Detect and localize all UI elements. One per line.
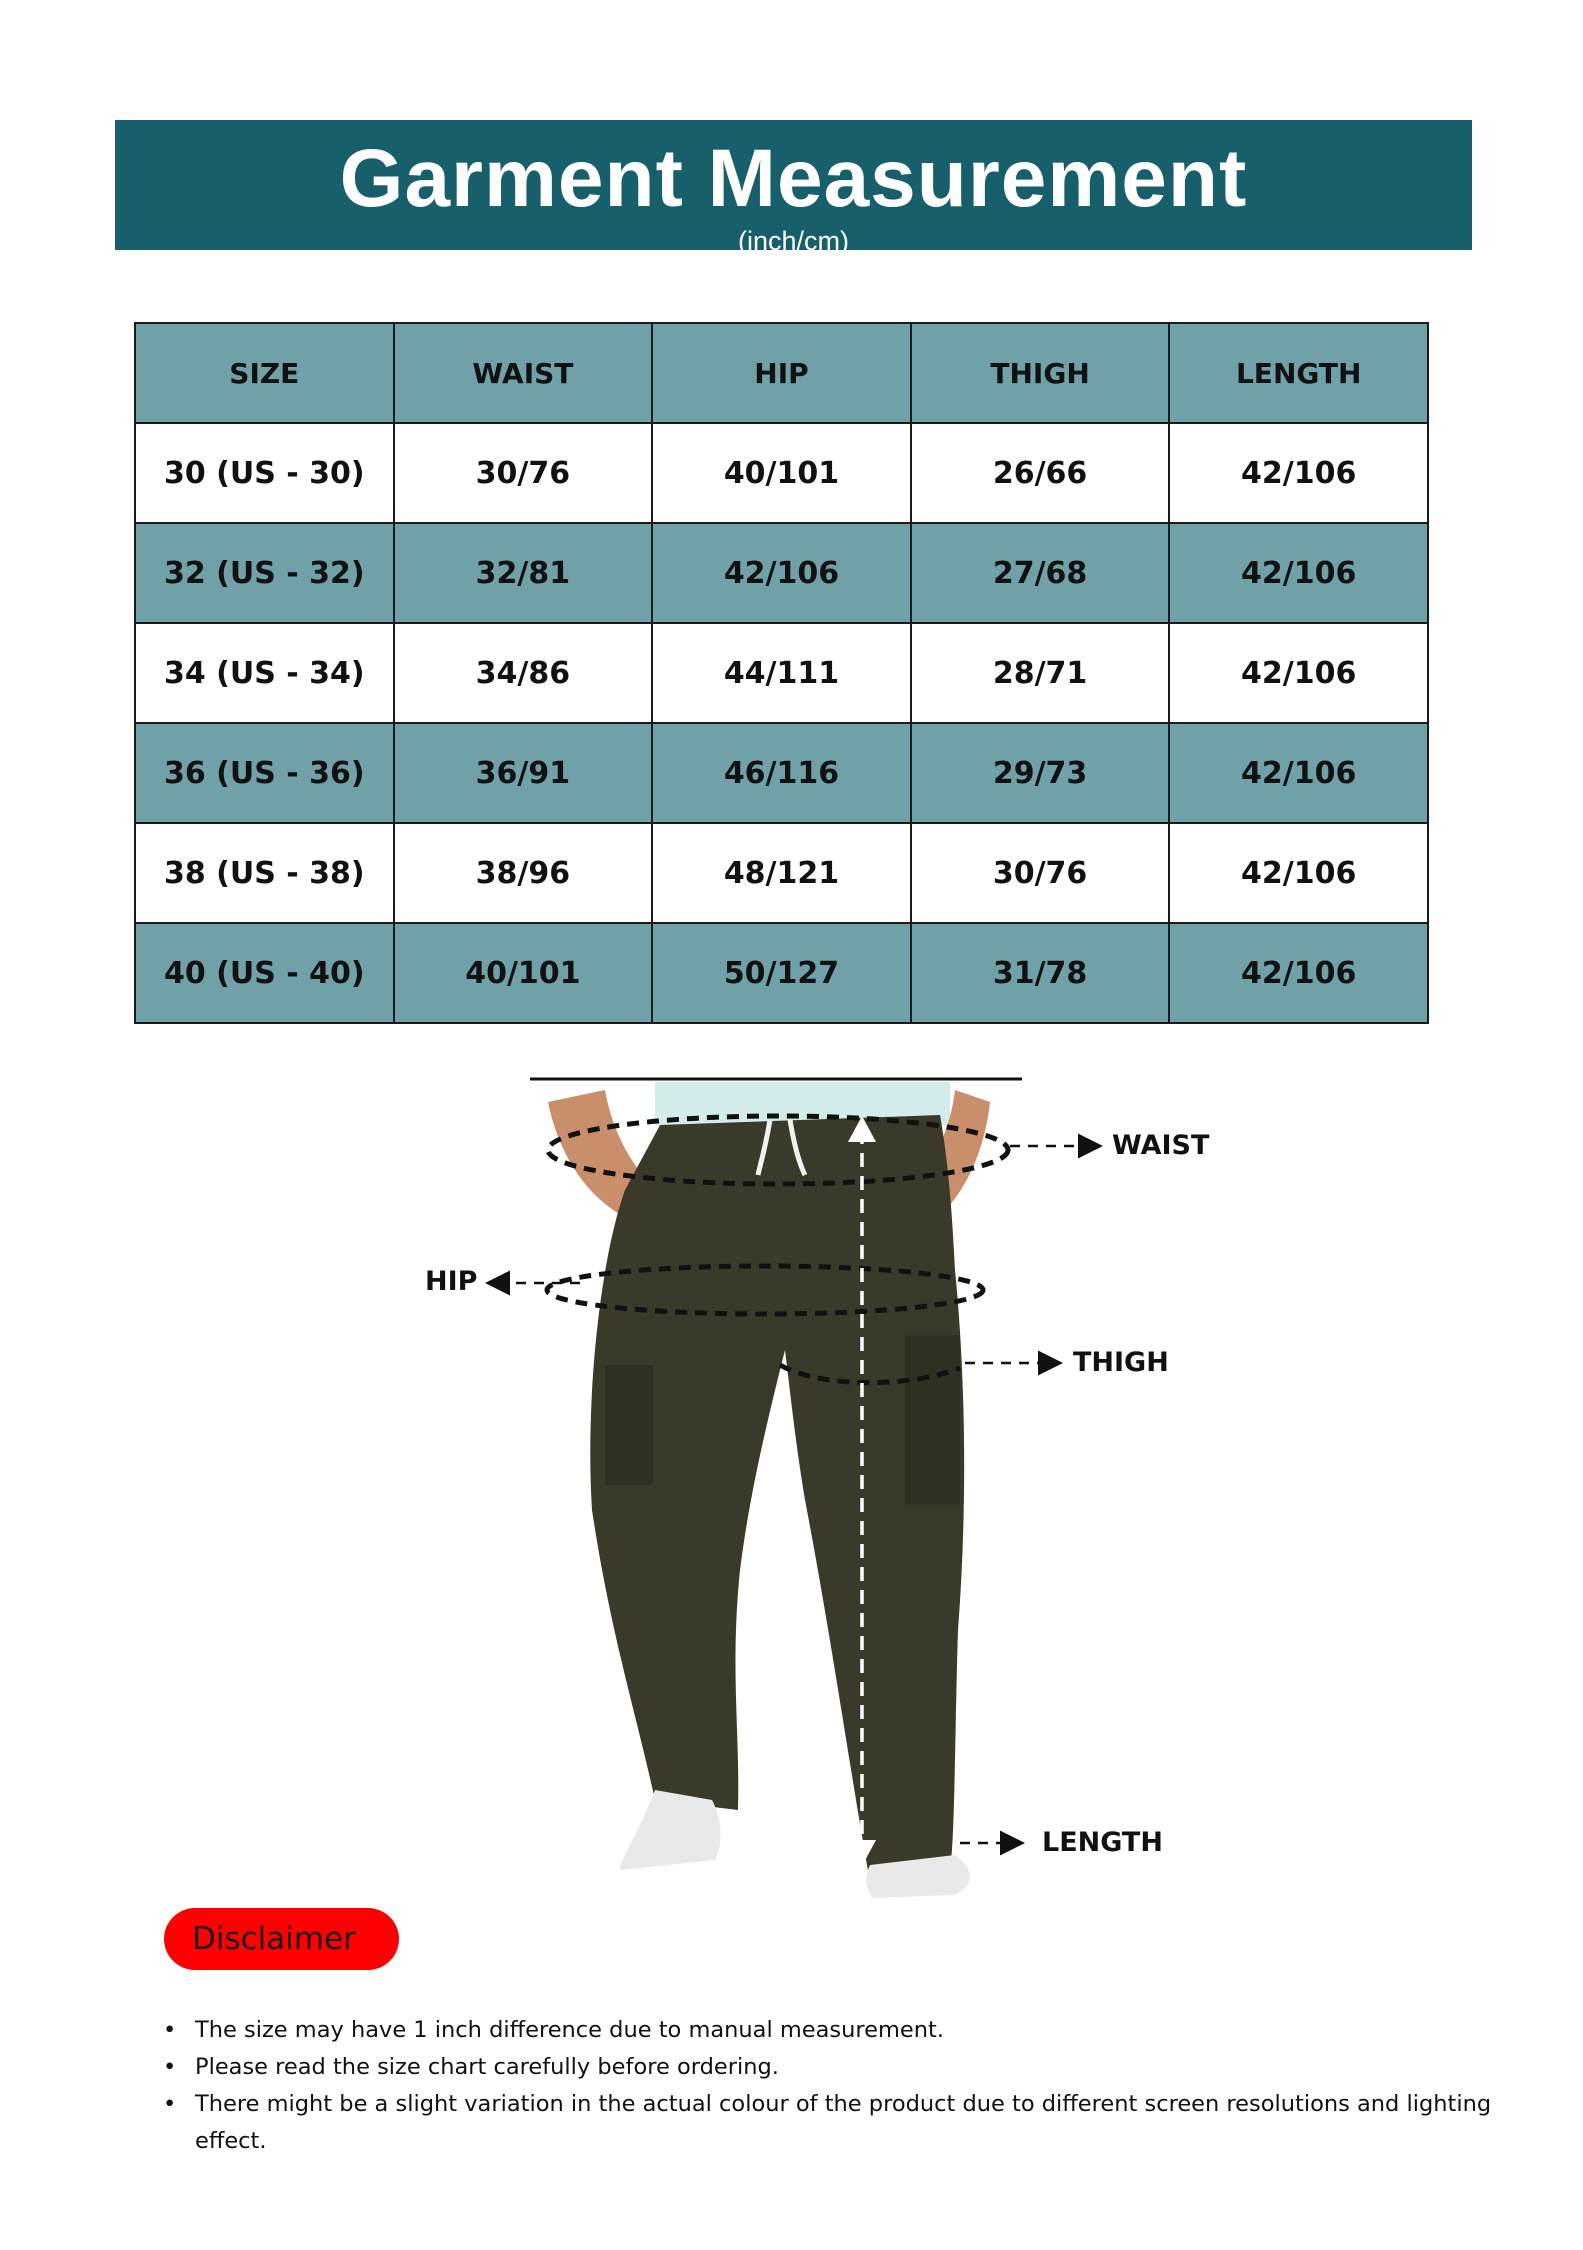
header-waist: WAIST	[394, 323, 653, 423]
cell-thigh: 29/73	[911, 723, 1170, 823]
cell-waist: 38/96	[394, 823, 653, 923]
note-text: There might be a slight variation in the actual colour of the product due to different screen resolutions and lighting effect.	[195, 2091, 1492, 2154]
cell-waist: 34/86	[394, 623, 653, 723]
header-hip: HIP	[652, 323, 911, 423]
table-row	[135, 923, 1428, 1023]
page-subtitle: (inch/cm)	[737, 226, 849, 256]
list-item	[163, 2086, 1563, 2160]
table-row	[135, 823, 1428, 923]
table-row	[135, 723, 1428, 823]
cell-size: 40 (US - 40)	[135, 923, 394, 1023]
cell-size: 32 (US - 32)	[135, 523, 394, 623]
cell-hip: 48/121	[652, 823, 911, 923]
cell-waist: 36/91	[394, 723, 653, 823]
disclaimer-notes	[163, 2012, 1563, 2160]
cell-waist: 40/101	[394, 923, 653, 1023]
cell-hip: 46/116	[652, 723, 911, 823]
cell-hip: 44/111	[652, 623, 911, 723]
bullet-icon: •	[163, 2054, 177, 2080]
thigh-label: THIGH	[1073, 1347, 1169, 1378]
disclaimer-badge: Disclaimer	[164, 1908, 399, 1970]
waist-label: WAIST	[1112, 1130, 1210, 1161]
cell-size: 30 (US - 30)	[135, 423, 394, 523]
list-item	[163, 2049, 1563, 2086]
left-shoe	[620, 1790, 721, 1870]
cell-thigh: 31/78	[911, 923, 1170, 1023]
pants-illustration	[0, 1070, 1583, 1910]
cell-thigh: 28/71	[911, 623, 1170, 723]
table-row	[135, 423, 1428, 523]
cell-length: 42/106	[1169, 923, 1428, 1023]
measurement-diagram	[0, 1070, 1583, 1910]
list-item	[163, 2012, 1563, 2049]
page-title: Garment Measurement	[339, 133, 1248, 224]
table-header-row	[135, 323, 1428, 423]
cell-length: 42/106	[1169, 723, 1428, 823]
cell-length: 42/106	[1169, 523, 1428, 623]
cell-thigh: 30/76	[911, 823, 1170, 923]
note-text: Please read the size chart carefully before ordering.	[195, 2054, 779, 2080]
header-size: SIZE	[135, 323, 394, 423]
size-chart-table	[134, 322, 1429, 1024]
cell-hip: 42/106	[652, 523, 911, 623]
hip-label: HIP	[425, 1266, 478, 1297]
cell-thigh: 27/68	[911, 523, 1170, 623]
header-length: LENGTH	[1169, 323, 1428, 423]
header-thigh: THIGH	[911, 323, 1170, 423]
bullet-icon: •	[163, 2017, 177, 2043]
left-cargo-pocket	[605, 1365, 653, 1485]
cell-size: 38 (US - 38)	[135, 823, 394, 923]
table-row	[135, 523, 1428, 623]
cell-hip: 40/101	[652, 423, 911, 523]
table-row	[135, 623, 1428, 723]
header-banner	[115, 120, 1472, 256]
cell-length: 42/106	[1169, 823, 1428, 923]
cell-hip: 50/127	[652, 923, 911, 1023]
cell-waist: 30/76	[394, 423, 653, 523]
cell-thigh: 26/66	[911, 423, 1170, 523]
length-label: LENGTH	[1042, 1827, 1163, 1858]
cell-length: 42/106	[1169, 623, 1428, 723]
bullet-icon: •	[163, 2091, 177, 2117]
cell-size: 34 (US - 34)	[135, 623, 394, 723]
note-text: The size may have 1 inch difference due to manual measurement.	[195, 2017, 944, 2043]
cell-length: 42/106	[1169, 423, 1428, 523]
right-cargo-pocket	[905, 1335, 960, 1505]
cell-size: 36 (US - 36)	[135, 723, 394, 823]
cell-waist: 32/81	[394, 523, 653, 623]
